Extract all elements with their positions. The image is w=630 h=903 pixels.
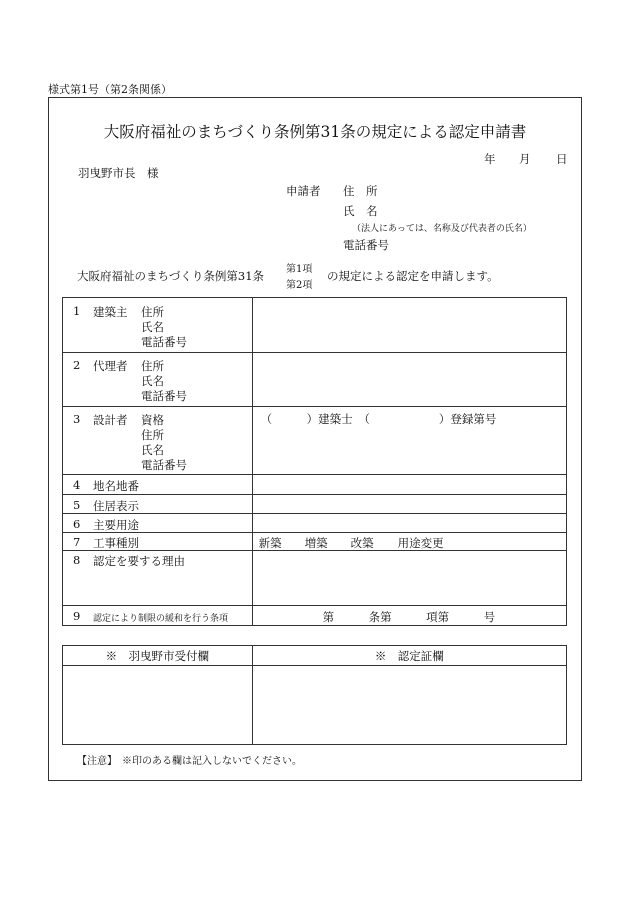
applicant-label: 申請者: [286, 184, 321, 198]
date-year: 年: [484, 152, 496, 166]
table-row: [63, 495, 567, 514]
row-label: 認定を要する理由: [93, 554, 185, 568]
applicant-name-label: 氏 名: [343, 204, 378, 218]
relaxation-clause-label-cell: [63, 606, 253, 626]
address-display-label-cell: [63, 495, 253, 514]
table-row: [63, 646, 567, 666]
certification-box: [252, 666, 566, 745]
table-row: [63, 475, 567, 495]
option-renovation[interactable]: 改築: [350, 536, 374, 550]
table-row: [63, 551, 567, 606]
row-number: 2: [73, 358, 81, 372]
reason-label-cell: [63, 551, 253, 606]
sub-label: 氏名: [141, 374, 164, 388]
construction-type-label-cell: [63, 533, 253, 551]
statement-suffix: の規定による認定を申請します。: [327, 269, 499, 283]
notice-tag: 【注意】: [77, 756, 117, 767]
row-number: 8: [73, 553, 81, 567]
lot-number-label-cell: [63, 475, 253, 495]
option-change-of-use[interactable]: 用途変更: [397, 536, 444, 550]
form-number: 様式第1号（第2条関係）: [48, 83, 172, 96]
date-month: 月: [519, 152, 531, 166]
document-title: 大阪府福祉のまちづくり条例第31条の規定による認定申請書: [103, 123, 527, 141]
certification-header: ※ 認定証欄: [252, 646, 566, 666]
sub-label: 電話番号: [141, 458, 187, 472]
relaxation-clause-input-cell[interactable]: [252, 606, 566, 626]
applicant-name-note: （法人にあっては、名称及び代表者の氏名）: [352, 224, 532, 234]
table-row: [63, 353, 567, 407]
main-use-label-cell: [63, 514, 253, 533]
row-label: 主要用途: [93, 518, 139, 532]
option-extension[interactable]: 増築: [304, 536, 328, 550]
designer-input-cell[interactable]: [252, 407, 566, 475]
architect-qualification-text: （ ）建築士 （ ）登録第号: [260, 412, 497, 426]
addressee: 羽曳野市長 様: [78, 166, 159, 180]
table-row: [63, 533, 567, 551]
office-use-table: [62, 645, 567, 745]
reception-header: ※ 羽曳野市受付欄: [63, 646, 253, 666]
row-number: 7: [73, 535, 81, 549]
designer-label-cell: [63, 407, 253, 475]
option-new-construction[interactable]: 新築: [258, 536, 282, 550]
sub-label: 資格: [141, 413, 164, 427]
applicant-phone-label: 電話番号: [343, 238, 389, 252]
row-number: 9: [73, 609, 81, 623]
sub-label: 電話番号: [141, 335, 187, 349]
construction-type-options-cell: [252, 533, 566, 551]
row-number: 1: [73, 304, 81, 318]
table-row: [63, 606, 567, 626]
clause-reference-text: 第 条第 項第 号: [322, 610, 496, 624]
table-row: [63, 298, 567, 353]
sub-label: 住所: [141, 305, 164, 319]
notice-text: ※印のある欄は記入しないでください。: [122, 756, 302, 767]
application-details-table: [62, 297, 567, 626]
statement-option-2: 第2項: [286, 280, 313, 291]
reason-input-cell[interactable]: [252, 551, 566, 606]
row-label: 工事種別: [93, 536, 139, 550]
owner-label-cell: [63, 298, 253, 353]
statement-option-1: 第1項: [286, 264, 313, 275]
lot-number-input-cell[interactable]: [252, 475, 566, 495]
agent-label-cell: [63, 353, 253, 407]
table-row: [63, 407, 567, 475]
row-label: 代理者: [93, 359, 128, 373]
row-number: 4: [73, 478, 81, 492]
statement-prefix: 大阪府福祉のまちづくり条例第31条: [77, 269, 265, 283]
table-row: [63, 514, 567, 533]
date-day: 日: [556, 152, 568, 166]
owner-input-cell[interactable]: [252, 298, 566, 353]
applicant-address-label: 住 所: [343, 184, 378, 198]
sub-label: 住所: [141, 428, 164, 442]
row-label: 設計者: [93, 413, 128, 427]
row-number: 3: [73, 412, 81, 426]
row-number: 5: [73, 498, 81, 512]
row-label: 建築主: [93, 305, 128, 319]
sub-label: 住所: [141, 359, 164, 373]
sub-label: 電話番号: [141, 389, 187, 403]
table-row: [63, 666, 567, 745]
sub-label: 氏名: [141, 443, 164, 457]
reception-box: [63, 666, 253, 745]
main-use-input-cell[interactable]: [252, 514, 566, 533]
row-label: 認定により制限の緩和を行う条項: [93, 614, 229, 624]
address-display-input-cell[interactable]: [252, 495, 566, 514]
row-number: 6: [73, 517, 81, 531]
row-label: 地名地番: [93, 479, 139, 493]
agent-input-cell[interactable]: [252, 353, 566, 407]
sub-label: 氏名: [141, 320, 164, 334]
row-label: 住居表示: [93, 499, 139, 513]
